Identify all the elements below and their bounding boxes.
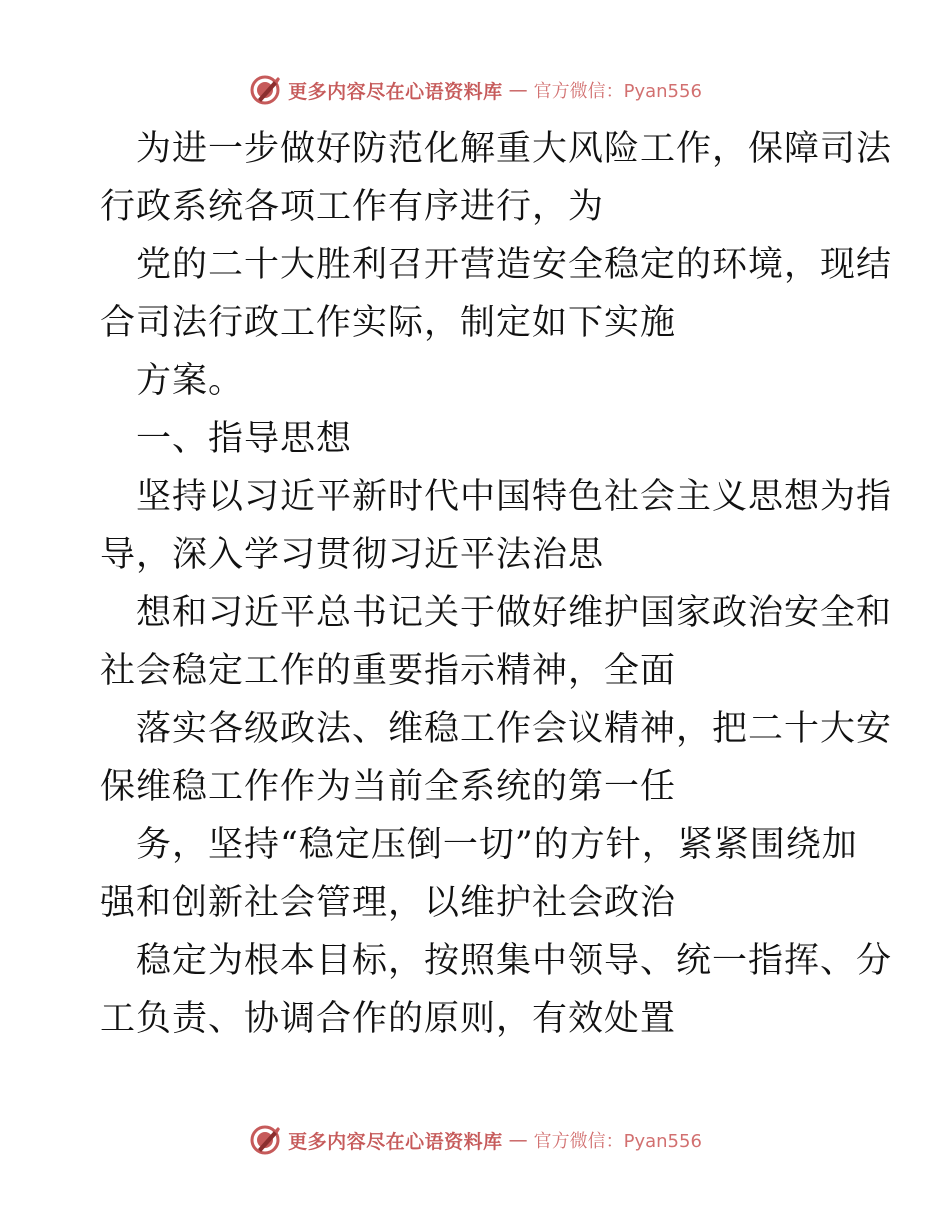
paragraph-line: 行政系统各项工作有序进行，为: [100, 187, 605, 227]
fountain-pen-logo-icon: [248, 73, 282, 107]
paragraph-line: 工负责、协调合作的原则，有效处置: [100, 999, 677, 1039]
section-heading: 一、指导思想: [136, 419, 353, 459]
watermark-contact-text: 官方微信：Pyan556: [533, 81, 702, 102]
footer-watermark: [0, 1122, 950, 1158]
paragraph-line: 合司法行政工作实际，制定如下实施: [100, 303, 677, 343]
paragraph-line: 社会稳定工作的重要指示精神，全面: [100, 651, 677, 691]
paragraph-line: 强和创新社会管理，以维护社会政治: [100, 883, 677, 923]
paragraph-line: 落实各级政法、维稳工作会议精神，把二十大安: [136, 709, 893, 749]
watermark-brand-text: 更多内容尽在心语资料库: [288, 80, 503, 103]
watermark-contact-text: 官方微信：Pyan556: [533, 1131, 702, 1152]
paragraph-line: 务，坚持“稳定压倒一切”的方针，紧紧围绕加: [136, 825, 858, 865]
document-body: [100, 120, 893, 1048]
paragraph-line: 导，深入学习贯彻习近平法治思: [100, 535, 605, 575]
fountain-pen-logo-icon: [248, 1123, 282, 1157]
header-watermark: [0, 72, 950, 108]
paragraph-line: 保维稳工作作为当前全系统的第一任: [100, 767, 677, 807]
watermark-brand-text: 更多内容尽在心语资料库: [288, 1130, 503, 1153]
paragraph-line: 为进一步做好防范化解重大风险工作，保障司法: [136, 129, 893, 169]
paragraph-line: 稳定为根本目标，按照集中领导、统一指挥、分: [136, 941, 893, 981]
paragraph-line: 想和习近平总书记关于做好维护国家政治安全和: [136, 593, 893, 633]
paragraph-line: 坚持以习近平新时代中国特色社会主义思想为指: [136, 477, 893, 517]
paragraph-line: 方案。: [136, 361, 245, 401]
watermark-separator: —: [508, 79, 528, 101]
watermark-separator: —: [508, 1129, 528, 1151]
paragraph-line: 党的二十大胜利召开营造安全稳定的环境，现结: [136, 245, 893, 285]
